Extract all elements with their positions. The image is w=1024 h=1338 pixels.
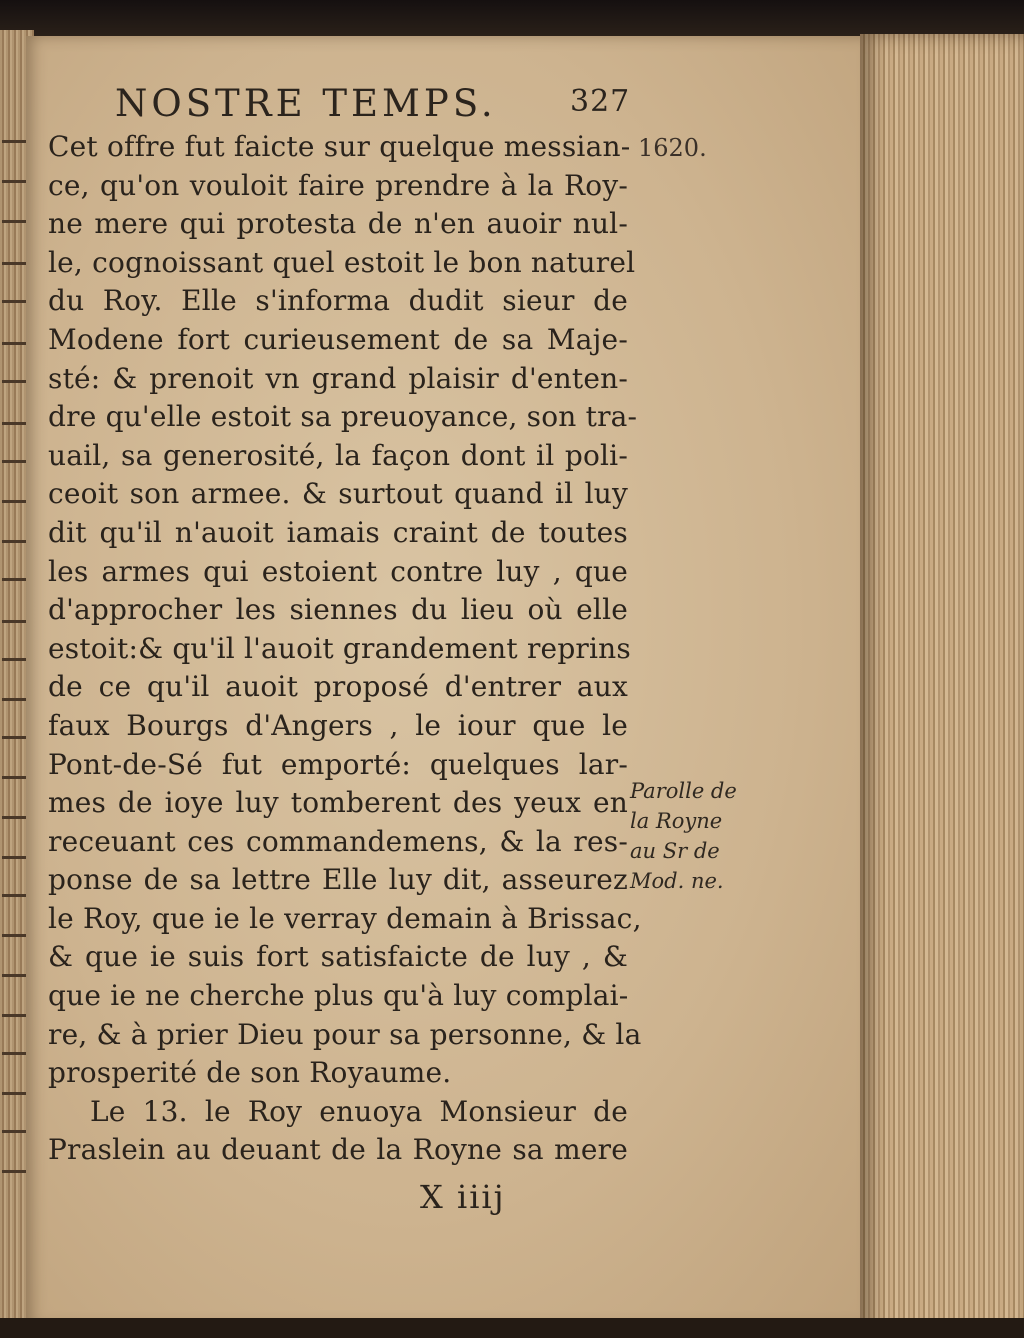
running-title: NOSTRE TEMPS. — [115, 82, 497, 125]
text-line: Modene fort curieusement de sa Maje- — [48, 322, 628, 356]
text-line: sté: & prenoit vn grand plaisir d'enten- — [48, 361, 628, 395]
text-line: Pont-de-Sé fut emporté: quelques lar- — [48, 747, 628, 781]
text-line: le, cognoissant quel estoit le bon naturel — [48, 245, 636, 279]
text-line: Le 13. le Roy enuoya Monsieur de — [90, 1094, 628, 1128]
text-line: re, & à prier Dieu pour sa personne, & la — [48, 1017, 642, 1051]
text-line: ne mere qui protesta de n'en auoir nul- — [48, 207, 628, 241]
text-line: ponse de sa lettre Elle luy dit, asseurez — [48, 863, 628, 897]
text-line: dre qu'elle estoit sa preuoyance, son tra- — [48, 400, 638, 434]
text-line: le Roy, que ie le verray demain à Brissac, — [48, 901, 642, 935]
text-line: & que ie suis fort satisfaicte de luy , & — [48, 940, 628, 974]
text-line: dit qu'il n'auoit iamais craint de toutes — [48, 515, 628, 549]
margin-note-line: au Sr de — [630, 839, 720, 863]
text-line: les armes qui estoient contre luy , que — [48, 554, 628, 588]
page-fore-edge — [860, 34, 1024, 1338]
signature-mark: X iiij — [420, 1178, 506, 1216]
margin-note — [630, 776, 780, 896]
margin-note-line: la Royne — [630, 809, 723, 833]
margin-year: 1620. — [638, 134, 707, 162]
text-line: Cet offre fut faicte sur quelque messian- — [48, 130, 631, 163]
binding-strip — [0, 0, 1024, 38]
text-line: ce, qu'on vouloit faire prendre à la Roy- — [48, 168, 628, 202]
text-line: Praslein au deuant de la Royne sa mere — [48, 1133, 628, 1167]
body-text — [48, 128, 642, 1170]
text-line: ceoit son armee. & surtout quand il luy — [48, 477, 628, 511]
page-number: 327 — [570, 84, 631, 119]
text-line: de ce qu'il auoit proposé d'entrer aux — [48, 670, 628, 704]
bottom-strip — [0, 1318, 1024, 1338]
text-line: receuant ces commandemens, & la res- — [48, 824, 628, 858]
margin-note-line: Mod. ne. — [630, 869, 724, 893]
text-line: que ie ne cherche plus qu'à luy complai- — [48, 979, 629, 1013]
page-header — [115, 82, 635, 128]
text-line: d'approcher les siennes du lieu où elle — [48, 593, 628, 627]
text-line: du Roy. Elle s'informa dudit sieur de — [48, 284, 628, 318]
margin-note-line: Parolle de — [630, 779, 737, 803]
text-line: prosperité de son Royaume. — [48, 1056, 452, 1090]
text-line: faux Bourgs d'Angers , le iour que le — [48, 708, 628, 742]
text-line: uail, sa generosité, la façon dont il poli- — [48, 438, 628, 472]
text-line: estoit:& qu'il l'auoit grandement reprins — [48, 631, 631, 665]
text-line: mes de ioye luy tomberent des yeux en — [48, 786, 628, 820]
